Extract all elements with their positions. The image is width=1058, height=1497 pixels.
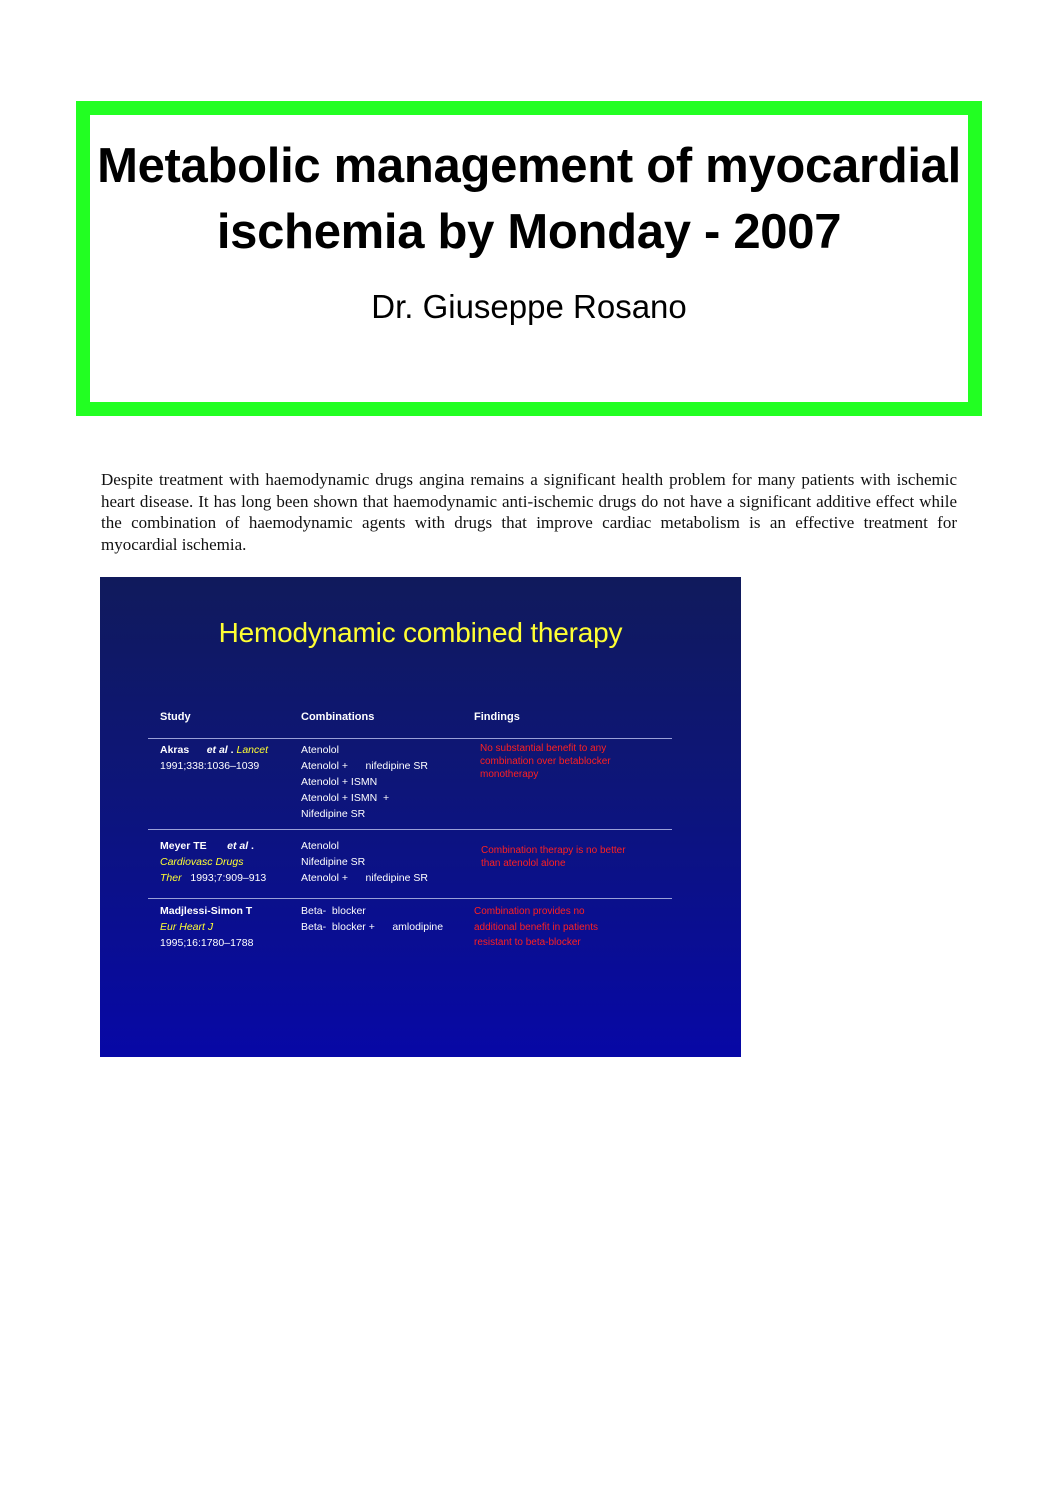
combination-item: Atenolol xyxy=(301,840,339,852)
combination-item: Atenolol + ISMN + xyxy=(301,792,390,804)
column-header-findings: Findings xyxy=(474,711,520,723)
study-citation: 1993;7:909–913 xyxy=(190,872,267,884)
study-journal: Lancet xyxy=(236,744,269,756)
table-divider xyxy=(148,898,672,899)
combination-item: Beta- blocker xyxy=(301,905,366,917)
finding-line: monotherapy xyxy=(480,769,539,780)
study-etal: et al xyxy=(227,840,249,852)
study-dot: . xyxy=(251,840,254,852)
finding-line: combination over betablocker xyxy=(480,756,611,767)
combination-item: Atenolol xyxy=(301,744,339,756)
table-divider xyxy=(148,829,672,830)
finding-line: No substantial benefit to any xyxy=(480,743,607,754)
study-citation: 1995;16:1780–1788 xyxy=(160,937,254,949)
author-name: Dr. Giuseppe Rosano xyxy=(371,288,687,325)
study-author: Meyer TE xyxy=(160,840,207,852)
combination-item: Atenolol + nifedipine SR xyxy=(301,872,428,884)
table-row-combinations xyxy=(301,742,428,822)
title-box xyxy=(76,101,982,416)
slide-title: Hemodynamic combined therapy xyxy=(218,617,623,648)
combination-item: Nifedipine SR xyxy=(301,808,366,820)
study-journal: Ther xyxy=(160,872,182,884)
finding-line: Combination provides no xyxy=(474,906,585,917)
intro-paragraph: Despite treatment with haemodynamic drugs angina remains a significant health problem for many patients with ischemic heart disease. It has long been shown that haemodynamic anti-ischemic drugs do not have a significant additive effect while the combination of haemodynamic agents with drugs that improve cardiac metabolism is an effective treatment for myocardial ischemia. xyxy=(101,470,957,554)
column-header-combinations: Combinations xyxy=(301,711,375,723)
table-row-combinations xyxy=(301,838,428,886)
study-etal: et al xyxy=(206,744,228,756)
table-row-study xyxy=(160,903,253,951)
study-author: Madjlessi-Simon T xyxy=(160,905,253,917)
slide-image xyxy=(100,577,741,1057)
combination-item: Atenolol + nifedipine SR xyxy=(301,760,428,772)
combination-item: Atenolol + ISMN xyxy=(301,776,378,788)
study-citation: 1991;338:1036–1039 xyxy=(160,760,260,772)
table-row-combinations xyxy=(301,903,443,935)
study-author: Akras xyxy=(160,744,190,756)
table-row-findings xyxy=(480,742,611,781)
study-dot: . xyxy=(230,744,234,756)
table-row-findings xyxy=(481,844,626,870)
combination-item: Nifedipine SR xyxy=(301,856,366,868)
study-journal: Cardiovasc Drugs xyxy=(160,856,244,868)
table-divider xyxy=(148,738,672,739)
column-header-study: Study xyxy=(160,711,191,723)
finding-line: than atenolol alone xyxy=(481,858,566,869)
table-row-study xyxy=(160,742,268,774)
finding-line: resistant to beta-blocker xyxy=(474,937,581,948)
finding-line: Combination therapy is no better xyxy=(481,845,626,856)
combination-item: Beta- blocker + amlodipine xyxy=(301,921,444,933)
document-title: Metabolic management of myocardial ischemia by Monday - 2007 xyxy=(97,139,961,259)
table-row-findings xyxy=(474,904,598,951)
study-journal: Eur Heart J xyxy=(160,921,214,933)
finding-line: additional benefit in patients xyxy=(474,921,598,933)
table-row-study xyxy=(160,838,266,886)
